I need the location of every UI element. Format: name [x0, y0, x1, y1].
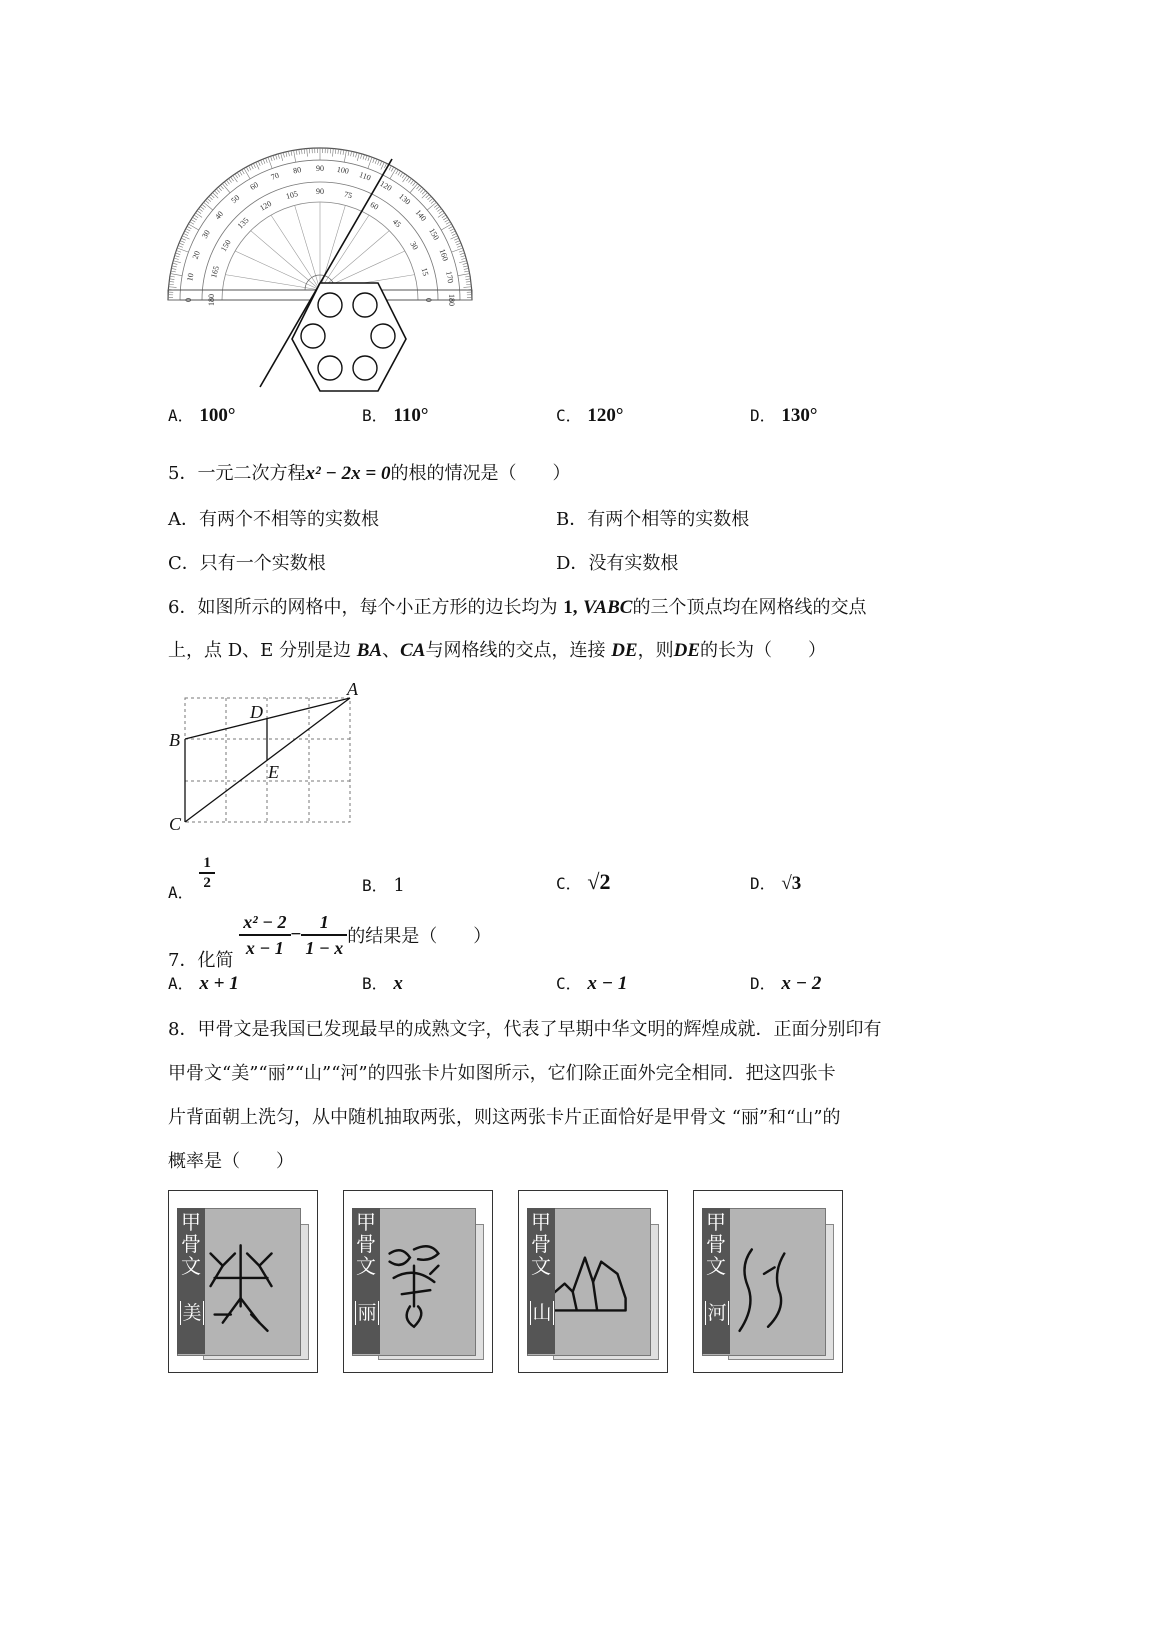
protractor-tick	[463, 287, 471, 288]
protractor-tick	[466, 281, 471, 282]
card-char: 山	[530, 1301, 554, 1325]
protractor-tick	[428, 196, 432, 199]
card-li[interactable]	[343, 1190, 493, 1373]
protractor-tick	[418, 187, 421, 191]
protractor-tick	[461, 256, 466, 257]
protractor-inner-label: 180	[206, 294, 216, 306]
protractor-tick	[457, 246, 462, 248]
protractor-outer-label: 70	[269, 170, 281, 182]
q8-stem-line3: 片背面朝上洗匀，从中随机抽取两张，则这两张卡片正面恰好是甲骨文 “丽”和“山”的	[168, 1107, 841, 1128]
protractor-tick	[214, 191, 217, 195]
protractor-tick	[200, 206, 204, 209]
protractor-tick	[263, 159, 265, 164]
protractor-tick	[204, 202, 213, 210]
q5-option-c[interactable]: C．只有一个实数根	[168, 553, 326, 574]
protractor-tick	[451, 236, 458, 239]
protractor-tick	[466, 284, 471, 285]
protractor-inner-label: 120	[258, 198, 274, 213]
protractor-tick	[296, 150, 297, 155]
protractor-tick	[178, 246, 183, 248]
protractor-tick	[175, 256, 180, 257]
protractor-tick	[224, 182, 227, 186]
q7-fraction-2: $\frac{1}{1 - x}$	[301, 910, 347, 960]
protractor-tick	[461, 258, 466, 259]
protractor-tick	[463, 263, 468, 264]
protractor-tick	[420, 189, 423, 193]
protractor-tick	[450, 229, 454, 231]
protractor-tick	[249, 166, 251, 170]
protractor-tick	[191, 219, 195, 222]
protractor-tick	[356, 153, 357, 158]
protractor-tick	[396, 170, 399, 174]
protractor-outer-label: 120	[378, 179, 394, 193]
protractor-inner-label: 0	[424, 298, 434, 302]
protractor-tick	[170, 274, 182, 276]
label-d: D	[250, 702, 263, 722]
q8-stem-line4: 概率是（ ）	[168, 1151, 294, 1172]
q5-equation: x² − 2x = 0	[305, 463, 391, 484]
protractor-outer-label: 10	[185, 272, 196, 282]
protractor-tick	[276, 155, 277, 160]
protractor-ray	[251, 231, 320, 290]
protractor-tick	[436, 206, 440, 209]
card-label: 甲骨文	[706, 1210, 726, 1278]
protractor-tick	[173, 261, 181, 263]
protractor-tick	[199, 209, 203, 212]
q7-fraction-1: $\frac{\text{x² − 2}}{x - 1}$	[239, 910, 290, 960]
q6-option-d[interactable]: D． √3	[750, 873, 802, 894]
q5-option-a[interactable]: A．有两个不相等的实数根	[168, 509, 379, 530]
protractor-tick	[258, 161, 260, 166]
protractor-tick	[307, 149, 308, 157]
protractor-tick	[381, 162, 384, 169]
protractor-tick	[442, 215, 446, 218]
card-he[interactable]	[693, 1190, 843, 1373]
protractor-tick	[410, 184, 418, 193]
protractor-tick	[363, 155, 364, 160]
q6-stem-line1: 6．如图所示的网格中，每个小正方形的边长均为 1, VABC的三个顶点均在网格线的交点	[168, 597, 867, 618]
protractor-tick	[445, 219, 449, 222]
protractor-tick	[205, 200, 209, 203]
protractor-tick	[416, 185, 419, 189]
q7-stem: 7．化简 $\frac{\text{x² − 2}}{x - 1}$ − $\frac{1}{1 - x}$ 的结果是（ ）	[168, 912, 492, 971]
q7-option-a[interactable]: A． x + 1	[168, 973, 239, 994]
protractor-tick	[357, 153, 359, 161]
protractor-tick	[368, 156, 370, 161]
protractor-tick	[171, 271, 176, 272]
q7-option-d[interactable]: D． x − 2	[750, 973, 822, 994]
label-e: E	[268, 762, 279, 782]
protractor-tick	[452, 233, 456, 235]
protractor-tick	[246, 167, 248, 171]
protractor-tick	[459, 251, 464, 253]
protractor-tick	[273, 155, 275, 160]
protractor-tick	[179, 243, 184, 245]
protractor-tick	[338, 149, 339, 154]
card-char: 丽	[355, 1301, 379, 1325]
protractor-tick	[190, 222, 194, 225]
card-mei[interactable]	[168, 1190, 318, 1373]
protractor-outer-label: 180	[447, 294, 457, 306]
protractor-tick	[413, 182, 416, 186]
protractor-inner-label: 135	[235, 215, 251, 231]
protractor-tick	[390, 168, 396, 178]
protractor-ray	[225, 275, 320, 290]
q4-option-d[interactable]: D． 130°	[750, 405, 818, 426]
protractor-tick	[402, 174, 405, 178]
protractor-tick	[170, 276, 175, 277]
card-label: 甲骨文	[181, 1210, 201, 1278]
protractor-tick	[411, 180, 414, 184]
protractor-tick	[182, 236, 189, 239]
protractor-tick	[443, 217, 447, 220]
protractor-tick	[175, 253, 180, 255]
protractor-tick	[291, 151, 292, 156]
protractor-tick	[226, 180, 229, 184]
q4-option-c[interactable]: C． 120°	[556, 405, 624, 426]
protractor-inner-label: 90	[316, 186, 324, 196]
q5-option-d[interactable]: D．没有实数根	[556, 553, 679, 574]
protractor-tick	[343, 150, 344, 155]
protractor-outer-label: 90	[316, 163, 324, 173]
protractor-tick	[197, 211, 201, 214]
protractor-tick	[253, 163, 255, 167]
protractor-tick	[408, 179, 411, 183]
protractor-tick	[229, 179, 232, 183]
protractor-tick	[333, 149, 334, 157]
q7-option-c[interactable]: C． x − 1	[556, 973, 628, 994]
protractor-tick	[235, 174, 238, 178]
protractor-tick	[288, 151, 289, 156]
label-b: B	[169, 730, 180, 750]
protractor-tick	[460, 253, 465, 255]
protractor-tick	[180, 241, 185, 243]
q4-option-a[interactable]: A． 100°	[168, 405, 236, 426]
protractor-tick	[304, 149, 305, 154]
protractor-tick	[398, 171, 401, 175]
protractor-tick	[365, 155, 367, 160]
protractor-outer-label: 130	[397, 191, 413, 207]
q6-option-b[interactable]: B． 1	[362, 875, 405, 896]
protractor-outer-label: 100	[336, 164, 350, 176]
q6-stem-line2: 上，点 D、E 分别是边 BA、CA与网格线的交点，连接 DE，则DE的长为（ ）	[168, 640, 827, 661]
protractor-tick	[278, 154, 279, 159]
protractor-tick	[380, 161, 382, 166]
protractor-tick	[256, 162, 259, 169]
card-char: 美	[180, 1301, 204, 1325]
protractor-tick	[207, 198, 211, 201]
protractor-tick	[384, 163, 386, 167]
protractor-outer-label: 80	[292, 165, 302, 176]
protractor-tick	[193, 217, 197, 220]
protractor-tick	[174, 258, 179, 259]
protractor-tick	[183, 233, 187, 235]
protractor-tick	[451, 231, 455, 233]
protractor-tick	[353, 152, 354, 157]
protractor-tick	[222, 184, 230, 193]
protractor-tick	[344, 150, 346, 162]
protractor-tick	[211, 194, 215, 197]
protractor-tick	[301, 149, 302, 154]
protractor-tick	[169, 279, 174, 280]
protractor-outer-label: 170	[444, 270, 456, 284]
protractor-tick	[261, 160, 263, 165]
protractor-tick	[169, 281, 174, 282]
protractor-tick	[391, 167, 393, 171]
protractor-tick	[459, 261, 467, 263]
protractor-tick	[239, 171, 242, 175]
protractor-tick	[335, 149, 336, 154]
protractor-tick	[437, 209, 441, 212]
label-c: C	[169, 814, 182, 834]
protractor-figure	[160, 125, 480, 395]
protractor-tick	[194, 215, 198, 218]
protractor-tick	[434, 204, 438, 207]
protractor-tick	[186, 229, 190, 231]
protractor-tick	[340, 149, 341, 154]
protractor-tick	[171, 268, 176, 269]
protractor-inner-label: 105	[284, 189, 299, 201]
protractor-outer-label: 110	[357, 170, 373, 183]
protractor-tick	[283, 153, 284, 158]
protractor-inner-label: 45	[390, 217, 403, 230]
q7-option-b[interactable]: B． x	[362, 973, 403, 994]
protractor-ray	[295, 205, 320, 290]
protractor-tick	[169, 287, 177, 288]
protractor-tick	[456, 243, 461, 245]
card-shan[interactable]	[518, 1190, 668, 1373]
protractor-tick	[220, 185, 223, 189]
protractor-ray	[320, 231, 389, 290]
q6-option-a[interactable]: A． $\frac{1}{2}$	[168, 856, 215, 900]
hexagon-nut	[292, 283, 406, 391]
protractor-tick	[400, 173, 403, 177]
protractor-tick	[244, 168, 250, 178]
protractor-outer-label: 40	[213, 209, 226, 222]
protractor-tick	[209, 196, 213, 199]
protractor-tick	[449, 226, 453, 228]
protractor-tick	[446, 222, 450, 225]
protractor-tick	[271, 156, 273, 161]
q6-option-c[interactable]: C． √2	[556, 869, 611, 894]
protractor-outer-label: 150	[427, 226, 441, 242]
protractor-tick	[429, 198, 433, 201]
protractor-outer-label: 50	[229, 193, 242, 206]
protractor-outer-label: 0	[183, 298, 193, 302]
protractor-outer-label: 140	[413, 207, 429, 223]
protractor-tick	[441, 224, 451, 230]
protractor-tick	[231, 177, 234, 181]
protractor-tick	[458, 274, 470, 276]
protractor-outer-label: 60	[248, 180, 260, 192]
protractor-tick	[202, 204, 206, 207]
protractor-tick	[427, 202, 436, 210]
protractor-tick	[187, 226, 191, 228]
protractor-outer-label: 160	[437, 247, 451, 263]
q6-grid-figure	[165, 680, 375, 840]
protractor-tick	[373, 158, 375, 163]
protractor-tick	[465, 276, 470, 277]
protractor-inner-label: 15	[419, 266, 431, 277]
protractor-tick	[431, 200, 435, 203]
protractor-tick	[464, 268, 469, 269]
protractor-tick	[348, 151, 349, 156]
protractor-inner-label: 75	[343, 189, 354, 201]
label-a: A	[347, 680, 358, 699]
protractor-tick	[455, 241, 460, 243]
q4-option-b[interactable]: B． 110°	[362, 405, 429, 426]
protractor-tick	[406, 177, 409, 181]
protractor-outer-label: 30	[200, 228, 212, 240]
protractor-tick	[185, 231, 189, 233]
protractor-tick	[237, 173, 240, 177]
protractor-tick	[426, 194, 430, 197]
protractor-tick	[173, 263, 178, 264]
protractor-tick	[351, 151, 352, 156]
card-label: 甲骨文	[356, 1210, 376, 1278]
protractor-tick	[251, 165, 253, 169]
protractor-inner-label: 150	[218, 238, 233, 254]
protractor-tick	[463, 266, 468, 267]
protractor-tick	[266, 158, 268, 163]
protractor-tick	[181, 238, 186, 240]
q5-stem: 5．一元二次方程x² − 2x = 0的根的情况是（ ）	[168, 463, 571, 484]
protractor-tick	[281, 153, 283, 161]
protractor-tick	[176, 251, 181, 253]
q5-option-b[interactable]: B．有两个相等的实数根	[556, 509, 750, 530]
protractor-tick	[464, 271, 469, 272]
protractor-tick	[169, 284, 174, 285]
protractor-tick	[286, 152, 287, 157]
q8-stem-line2: 甲骨文“美”“丽”“山”“河”的四张卡片如图所示，它们除正面外完全相同．把这四张卡	[168, 1063, 836, 1084]
protractor-tick	[377, 160, 379, 165]
protractor-tick	[242, 170, 245, 174]
protractor-tick	[422, 191, 425, 195]
protractor-tick	[216, 189, 219, 193]
protractor-tick	[188, 224, 198, 230]
protractor-inner-label: 165	[209, 264, 221, 279]
protractor-inner-label: 60	[368, 199, 381, 212]
protractor-tick	[299, 149, 300, 154]
card-label: 甲骨文	[531, 1210, 551, 1278]
protractor-outer-label: 20	[190, 249, 202, 261]
protractor-inner-label: 30	[408, 239, 421, 252]
protractor-tick	[439, 211, 443, 214]
protractor-tick	[454, 238, 459, 240]
protractor-tick	[375, 159, 377, 164]
card-char: 河	[705, 1301, 729, 1325]
protractor-tick	[361, 154, 362, 159]
q8-stem-line1: 8．甲骨文是我国已发现最早的成熟文字，代表了早期中华文明的辉煌成就．正面分别印有	[168, 1019, 882, 1040]
protractor-tick	[294, 150, 296, 162]
protractor-tick	[172, 266, 177, 267]
protractor-tick	[466, 279, 471, 280]
protractor-tick	[389, 166, 391, 170]
protractor-tick	[218, 187, 221, 191]
